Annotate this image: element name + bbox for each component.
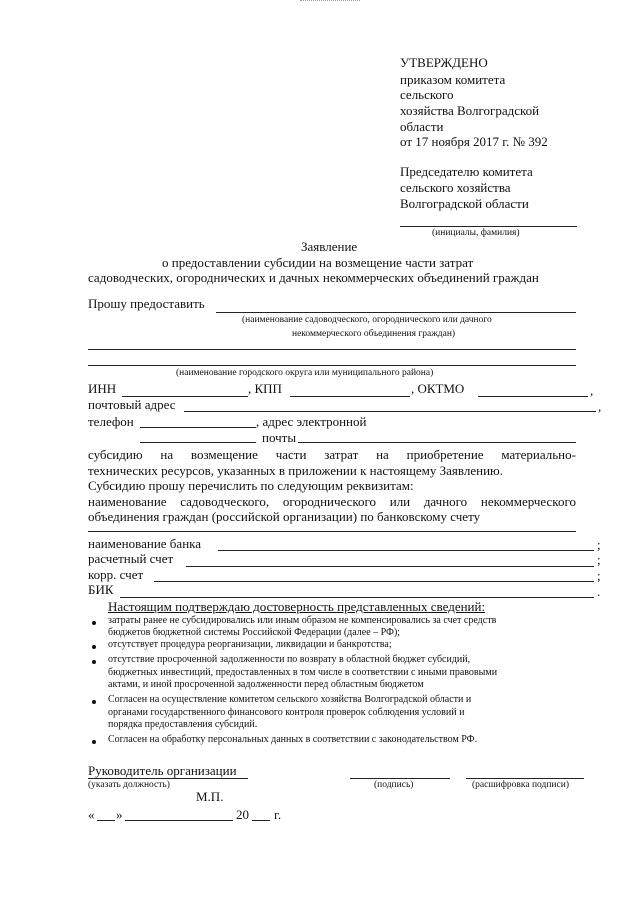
request-hint: некоммерческого объединения граждан) xyxy=(292,329,456,339)
corr-semicolon: ; xyxy=(597,568,601,583)
confirm-item: актами, и иной просроченной задолженности перед областным бюджетом xyxy=(108,679,424,690)
bullet-icon xyxy=(92,621,96,625)
request-hint: (наименование садоводческого, огороднического или дачного xyxy=(242,315,492,325)
signature-hint: (подпись) xyxy=(374,780,414,790)
signature-head: Руководитель организации xyxy=(88,763,237,778)
address-field[interactable] xyxy=(184,411,596,412)
body-line-1 xyxy=(88,447,576,463)
phone-field[interactable] xyxy=(140,427,256,428)
email-field[interactable] xyxy=(298,442,576,443)
district-line[interactable] xyxy=(88,365,576,366)
body-line-5: объединения граждан (российской организации) по банковскому счету xyxy=(88,509,481,524)
email-label: , адрес электронной xyxy=(256,414,367,429)
body-word: на xyxy=(376,447,389,462)
addressee-line: сельского хозяйства xyxy=(400,180,511,195)
kpp-label: , КПП xyxy=(248,381,282,396)
email-label-2: почты xyxy=(262,430,297,445)
bank-name-field[interactable] xyxy=(218,550,594,551)
body-word: дачного xyxy=(423,494,468,509)
account-details-line[interactable] xyxy=(88,531,576,532)
position-line[interactable] xyxy=(88,778,248,779)
addressee-line: Председателю комитета xyxy=(400,164,533,179)
approval-line: хозяйства Волгоградской xyxy=(400,103,540,118)
bullet-icon xyxy=(92,660,96,664)
body-line-3: Субсидию прошу перечислить по следующим реквизитам: xyxy=(88,478,414,493)
confirm-item: отсутствует процедура реорганизации, ликвидации и банкротства; xyxy=(108,639,392,650)
addressee-line: Волгоградской области xyxy=(400,196,529,211)
date-open-quote: « xyxy=(88,807,95,822)
document-title: Заявление xyxy=(301,239,358,254)
body-word: наименование xyxy=(88,494,167,509)
bik-period: . xyxy=(597,584,601,599)
addressee-name-line[interactable] xyxy=(400,226,577,227)
oktmo-comma: , xyxy=(590,383,594,398)
date-year-field[interactable] xyxy=(252,820,270,821)
document-subtitle: о предоставлении субсидии на возмещение части затрат xyxy=(162,255,474,270)
document-subtitle: садоводческих, огороднических и дачных некоммерческих объединений граждан xyxy=(88,270,539,285)
date-day-field[interactable] xyxy=(97,820,115,821)
approval-line: области xyxy=(400,119,444,134)
confirm-title: Настоящим подтверждаю достоверность представленных сведений: xyxy=(108,599,486,614)
bank-semicolon: ; xyxy=(597,537,601,552)
corr-label: корр. счет xyxy=(88,567,144,582)
body-word: огороднического xyxy=(282,494,377,509)
kpp-field[interactable] xyxy=(290,396,410,397)
oktmo-field[interactable] xyxy=(478,396,588,397)
body-word: садоводческого, xyxy=(180,494,270,509)
confirm-item: порядка предоставления субсидий. xyxy=(108,719,258,730)
name-decode-hint: (расшифровка подписи) xyxy=(472,780,569,790)
body-word: приобретение xyxy=(406,447,484,462)
bullet-icon xyxy=(92,700,96,704)
phone-field-2[interactable] xyxy=(140,442,256,443)
approval-title: УТВЕРЖДЕНО xyxy=(400,55,488,70)
request-label: Прошу предоставить xyxy=(88,296,205,311)
date-year-prefix: 20 xyxy=(236,807,249,822)
oktmo-label: , ОКТМО xyxy=(411,381,465,396)
confirm-item: Согласен на осуществление комитетом сельского хозяйства Волгоградской области и xyxy=(108,694,472,705)
body-word: части xyxy=(275,447,307,462)
account-label: расчетный счет xyxy=(88,551,174,566)
confirm-item: отсутствие просроченной задолженности по возврату в областной бюджет субсидий, xyxy=(108,654,471,665)
body-word: на xyxy=(160,447,174,462)
approval-line: приказом комитета xyxy=(400,72,506,87)
bik-label: БИК xyxy=(88,582,114,597)
organization-name-line-2[interactable] xyxy=(88,349,576,350)
bullet-icon xyxy=(92,740,96,744)
phone-label: телефон xyxy=(88,414,134,429)
organization-name-line[interactable] xyxy=(216,312,576,313)
confirm-item: органами государственного финансового контроля проверок соблюдения условий и xyxy=(108,707,465,718)
confirm-item: Согласен на обработку персональных данных в соответствии с законодательством РФ. xyxy=(108,734,478,745)
confirm-item: бюджетов бюджетной системы Российской Федерации (далее – РФ); xyxy=(108,627,401,638)
approval-line: от 17 ноября 2017 г. № 392 xyxy=(400,134,548,149)
date-year-suffix: г. xyxy=(274,807,282,822)
body-word: субсидию xyxy=(88,447,143,462)
body-word: возмещение xyxy=(190,447,258,462)
address-comma: , xyxy=(598,399,602,414)
date-close-quote: » xyxy=(116,807,123,822)
account-field[interactable] xyxy=(186,566,594,567)
body-word: или xyxy=(389,494,411,509)
signature-field[interactable] xyxy=(350,778,450,779)
district-hint: (наименование городского округа или муниципального района) xyxy=(176,368,434,378)
inn-label: ИНН xyxy=(88,381,117,396)
corr-field[interactable] xyxy=(154,581,594,582)
body-word: затрат xyxy=(324,447,359,462)
bik-field[interactable] xyxy=(120,597,594,598)
position-hint: (указать должность) xyxy=(88,780,170,790)
body-line-4 xyxy=(88,494,576,510)
account-semicolon: ; xyxy=(597,552,601,567)
confirm-item: бюджетных инвестиций, предоставленных в том числе в соответствии с иными правовыми xyxy=(108,667,498,678)
body-word: некоммерческого xyxy=(480,494,576,509)
body-word: материально- xyxy=(501,447,576,462)
stamp-place: М.П. xyxy=(196,789,224,804)
body-line-2: технических ресурсов, указанных в приложении к настоящему Заявлению. xyxy=(88,463,504,478)
addressee-hint: (инициалы, фамилия) xyxy=(432,228,520,238)
name-decode-field[interactable] xyxy=(466,778,584,779)
bullet-icon xyxy=(92,645,96,649)
date-month-field[interactable] xyxy=(125,820,233,821)
approval-line: сельского xyxy=(400,87,454,102)
bank-name-label: наименование банка xyxy=(88,536,202,551)
confirm-item: затраты ранее не субсидировались или иным образом не компенсировались за счет средств xyxy=(108,615,497,626)
scan-artifact xyxy=(300,0,360,3)
address-label: почтовый адрес xyxy=(88,397,176,412)
